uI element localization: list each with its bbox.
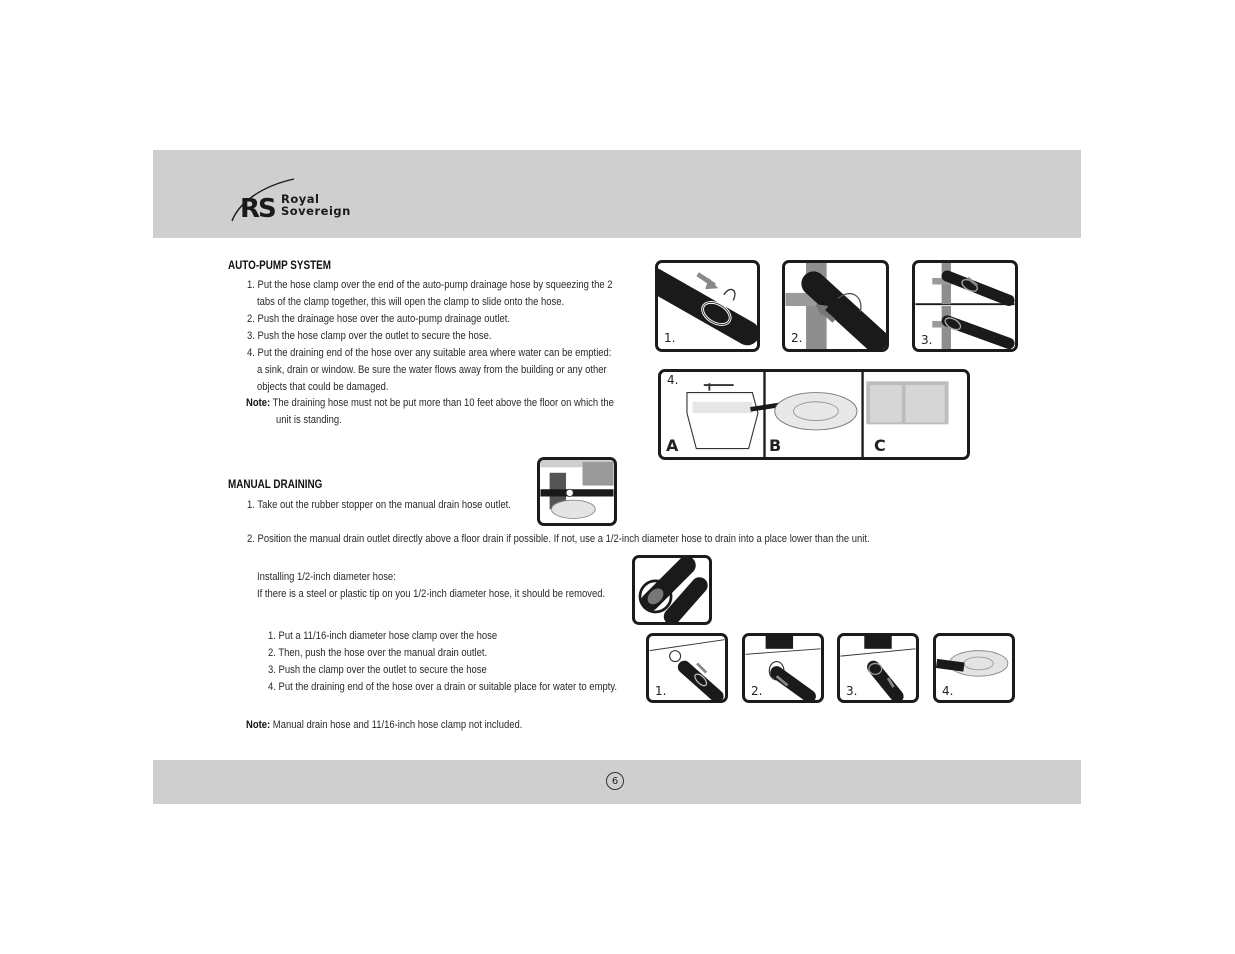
auto-pump-note-cont: unit is standing.	[276, 414, 342, 426]
auto-pump-line: 2. Push the drainage hose over the auto-pump drainage outlet.	[247, 313, 510, 325]
manual-figure-1	[646, 633, 728, 703]
option-label-a: A	[666, 436, 679, 455]
auto-pump-line: 4. Put the draining end of the hose over any suitable area where water can be emptied:	[247, 347, 612, 359]
figure-label: 2.	[791, 331, 803, 345]
note-text: Manual drain hose and 11/16-inch hose clamp not included.	[272, 719, 523, 731]
auto-pump-line: a sink, drain or window. Be sure the water flows away from the building or any other	[257, 364, 607, 376]
manual-substep: 1. Put a 11/16-inch diameter hose clamp over the hose	[268, 630, 498, 642]
brand-logo	[228, 175, 358, 225]
figure-label: 1.	[664, 331, 676, 345]
hose-tip-figure	[632, 555, 712, 625]
option-label-c: C	[874, 436, 886, 455]
note-text: The draining hose must not be put more than 10 feet above the floor on which the	[272, 397, 614, 409]
option-label-b: B	[769, 436, 782, 455]
brand-name-line2: Sovereign	[281, 204, 351, 218]
manual-figure-4	[933, 633, 1015, 703]
auto-pump-line: tabs of the clamp together, this will open the clamp to slide onto the hose.	[257, 296, 565, 308]
figure-label: 3.	[921, 333, 933, 347]
auto-pump-line: objects that could be damaged.	[257, 381, 389, 393]
manual-substep: 3. Push the clamp over the outlet to secure the hose	[268, 664, 487, 676]
note-label: Note:	[246, 397, 271, 409]
manual-note	[246, 717, 522, 734]
auto-pump-figure-3	[912, 260, 1018, 352]
auto-pump-line: 1. Put the hose clamp over the end of the auto-pump drainage hose by squeezing the 2	[247, 279, 613, 291]
manual-figure-2	[742, 633, 824, 703]
manual-figure-3	[837, 633, 919, 703]
manual-step-2: 2. Position the manual drain outlet directly above a floor drain if possible. If not, use a 1/2-inch diameter hose to drain into a place lower than the unit.	[247, 533, 870, 545]
auto-pump-figure-2	[782, 260, 889, 352]
auto-pump-line: 3. Push the hose clamp over the outlet to secure the hose.	[247, 330, 492, 342]
page-number: 6	[606, 772, 624, 790]
svg-text:RS: RS	[240, 194, 275, 224]
manual-substep: 4. Put the draining end of the hose over a drain or suitable place for water to empty.	[268, 681, 618, 693]
auto-pump-heading: AUTO-PUMP SYSTEM	[228, 260, 331, 272]
auto-pump-figure-4	[658, 369, 970, 460]
hose-tip-illustration	[635, 558, 709, 622]
auto-pump-figure-1	[655, 260, 760, 352]
figure-label: 4.	[667, 373, 679, 387]
manual-stopper-figure	[537, 457, 617, 526]
manual-substep: 2. Then, push the hose over the manual drain outlet.	[268, 647, 488, 659]
drain-stopper-illustration	[540, 460, 614, 523]
note-label: Note:	[246, 719, 271, 731]
figure-label: 4.	[942, 684, 954, 698]
figure-label: 2.	[751, 684, 763, 698]
manual-draining-heading: MANUAL DRAINING	[228, 479, 323, 491]
manual-step-1: 1. Take out the rubber stopper on the manual drain hose outlet.	[247, 499, 511, 511]
figure-label: 3.	[846, 684, 858, 698]
install-hose-text: If there is a steel or plastic tip on you 1/2-inch diameter hose, it should be removed.	[257, 588, 606, 600]
figure-label: 1.	[655, 684, 667, 698]
drain-options-illustration	[661, 372, 967, 457]
auto-pump-note	[246, 395, 614, 412]
install-hose-title: Installing 1/2-inch diameter hose:	[257, 571, 396, 583]
brand-name-line1: Royal	[281, 192, 320, 206]
